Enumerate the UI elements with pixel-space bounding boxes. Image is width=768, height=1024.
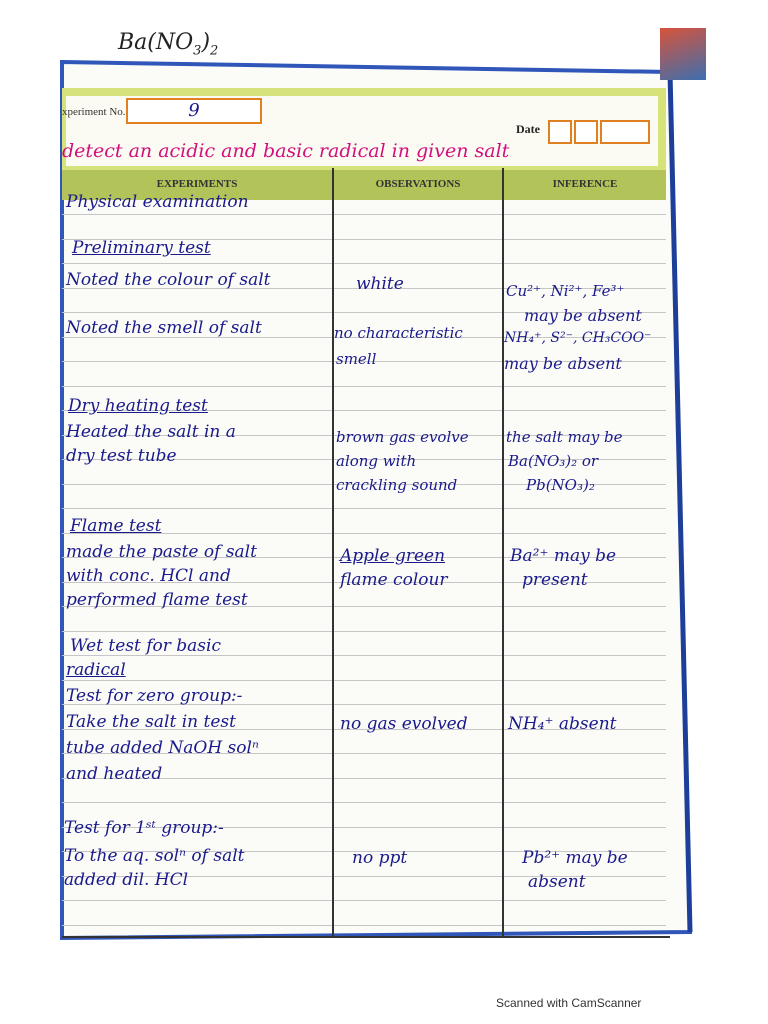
date-box-year — [600, 120, 650, 144]
dry-experiment-2: dry test tube — [66, 446, 177, 466]
zero-group-heading: Test for zero group:- — [66, 686, 243, 706]
dry-inference-3: Pb(NO₃)₂ — [526, 476, 595, 494]
date-box-month — [574, 120, 598, 144]
dry-inference-2: Ba(NO₃)₂ or — [508, 452, 599, 470]
colour-inference-result: may be absent — [524, 306, 642, 325]
ruled-line — [62, 386, 666, 387]
physical-examination-heading: Physical examination — [66, 192, 249, 212]
scanner-watermark: Scanned with CamScanner — [496, 996, 642, 1010]
dry-observation-2: along with — [336, 452, 417, 470]
flame-test-heading: Flame test — [70, 516, 162, 536]
zero-experiment-3: and heated — [66, 764, 163, 784]
experiment-label: xperiment No. — [62, 106, 126, 118]
wet-test-heading-1: Wet test for basic — [70, 636, 221, 656]
date-label: Date — [516, 122, 540, 136]
column-divider-2 — [502, 168, 504, 938]
ruled-line — [62, 680, 666, 681]
dry-observation-1: brown gas evolve — [336, 428, 469, 446]
flame-experiment-3: performed flame test — [66, 590, 248, 610]
wet-test-heading-2: radical — [66, 660, 126, 680]
ruled-line — [62, 508, 666, 509]
preliminary-test-heading: Preliminary test — [72, 238, 211, 258]
smell-observation-1: no characteristic — [334, 324, 463, 342]
column-divider-1 — [332, 168, 334, 938]
zero-experiment-1: Take the salt in test — [66, 712, 236, 732]
first-inference-2: absent — [528, 872, 586, 892]
corner-photo — [660, 28, 706, 80]
ruled-line — [62, 900, 666, 901]
smell-observation-2: smell — [336, 350, 377, 368]
colour-observation: white — [356, 274, 404, 294]
zero-experiment-2: tube added NaOH solⁿ — [66, 738, 259, 758]
date-box-day — [548, 120, 572, 144]
flame-observation-2: flame colour — [340, 570, 448, 590]
experiment-number: 9 — [126, 98, 262, 124]
flame-inference-1: Ba²⁺ may be — [510, 546, 617, 566]
page-title: $Ba(NO_3)_2$ — [118, 30, 219, 59]
ruled-line — [62, 925, 666, 926]
first-group-heading: Test for 1ˢᵗ group:- — [64, 818, 224, 838]
first-inference-1: Pb²⁺ may be — [522, 848, 628, 868]
column-header-experiments: EXPERIMENTS — [156, 178, 238, 190]
colour-experiment: Noted the colour of salt — [66, 270, 271, 290]
smell-inference-result: may be absent — [504, 354, 622, 373]
colour-inference-ions: Cu²⁺, Ni²⁺, Fe³⁺ — [506, 282, 625, 300]
first-experiment-1: To the aq. solⁿ of salt — [64, 846, 245, 866]
flame-observation-1: Apple green — [340, 546, 446, 566]
ruled-line — [62, 631, 666, 632]
zero-observation: no gas evolved — [340, 714, 468, 734]
dry-observation-3: crackling sound — [336, 476, 458, 494]
ruled-line — [62, 214, 666, 215]
dry-experiment-1: Heated the salt in a — [66, 422, 236, 442]
aim-text: detect an acidic and basic radical in given salt — [62, 140, 510, 162]
column-header-inference: INFERENCE — [552, 178, 618, 190]
column-header-observations: OBSERVATIONS — [375, 178, 461, 190]
flame-experiment-2: with conc. HCl and — [66, 566, 231, 586]
dry-heating-heading: Dry heating test — [68, 396, 208, 416]
first-experiment-2: added dil. HCl — [64, 870, 189, 890]
zero-inference: NH₄⁺ absent — [508, 714, 617, 734]
table-bottom-line — [62, 936, 670, 938]
dry-inference-1: the salt may be — [506, 428, 623, 446]
flame-inference-2: present — [522, 570, 588, 590]
smell-experiment: Noted the smell of salt — [66, 318, 262, 338]
smell-inference-ions: NH₄⁺, S²⁻, CH₃COO⁻ — [504, 330, 652, 346]
ruled-line — [62, 802, 666, 803]
first-observation: no ppt — [352, 848, 408, 868]
ruled-line — [62, 263, 666, 264]
flame-experiment-1: made the paste of salt — [66, 542, 257, 562]
